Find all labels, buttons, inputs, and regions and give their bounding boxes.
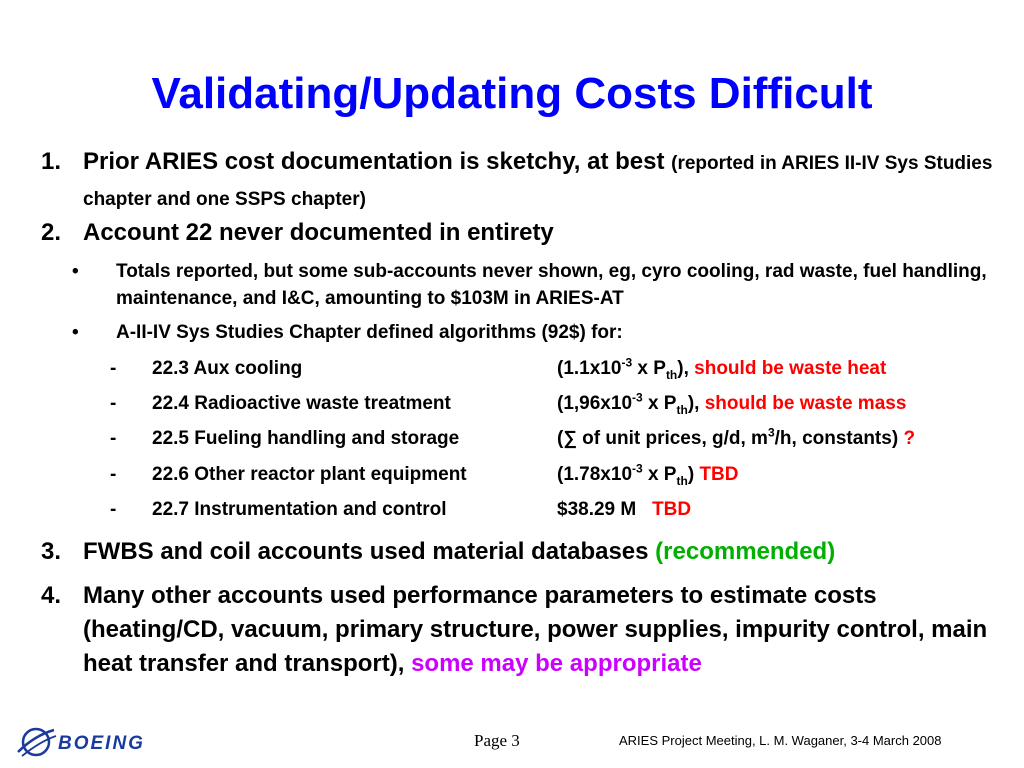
item-text [83, 145, 1001, 217]
dash-marker: - [110, 464, 117, 485]
account-name: 22.3 Aux cooling [152, 358, 303, 379]
formula-part: (1.78x10 [557, 464, 633, 485]
account-formula [557, 496, 691, 524]
formula-part: $38.29 M [557, 499, 653, 520]
formula-part: (1,96x10 [557, 393, 633, 414]
item-number: 1. [41, 148, 62, 175]
meeting-info: ARIES Project Meeting, L. M. Waganer, 3-4 March 2008 [619, 733, 942, 748]
item-number: 3. [41, 538, 62, 565]
formula-part: ), [687, 393, 705, 414]
formula-subscript: th [676, 473, 688, 488]
bullet-text: Totals reported, but some sub-accounts never shown, eg, cyro cooling, rad waste, fuel handling, maintenance, and I&C, amounting to $103M in ARIES-AT [116, 261, 987, 309]
formula-part: x P [642, 464, 677, 485]
account-flag: ? [903, 428, 916, 449]
item-main-text: Account 22 never documented in entirety [83, 219, 554, 246]
account-formula [557, 355, 886, 383]
formula-part: /h, constants) [774, 428, 904, 449]
formula-part: (∑ of unit prices, g/d, m [557, 428, 768, 449]
formula-part: x P [642, 393, 677, 414]
bullet-item-1 [72, 258, 1017, 312]
list-item-4 [41, 579, 1001, 681]
item-number: 2. [41, 219, 62, 246]
formula-subscript: th [676, 402, 688, 417]
formula-part: ) [687, 464, 700, 485]
account-flag: should be waste mass [704, 393, 907, 414]
formula-part: ), [677, 358, 695, 379]
formula-superscript: -3 [632, 461, 643, 476]
list-item-1 [41, 145, 1001, 217]
list-item-2 [41, 216, 1001, 250]
formula-superscript: 3 [767, 425, 775, 440]
slide-title: Validating/Updating Costs Difficult [151, 69, 873, 118]
account-flag: TBD [652, 499, 692, 520]
item-main-text: FWBS and coil accounts used material databases [83, 538, 656, 565]
bullet-marker: • [72, 261, 79, 282]
account-name: 22.4 Radioactive waste treatment [152, 393, 451, 414]
dash-marker: - [110, 499, 117, 520]
boeing-logo [14, 722, 194, 762]
dash-marker: - [110, 358, 117, 379]
boeing-wordmark: BOEING [58, 733, 145, 754]
account-formula [557, 425, 915, 453]
boeing-symbol-icon [18, 729, 56, 756]
list-item-3 [41, 535, 1001, 569]
item-highlight: some may be appropriate [411, 650, 702, 677]
account-name: 22.5 Fueling handling and storage [152, 428, 460, 449]
account-name: 22.7 Instrumentation and control [152, 499, 447, 520]
account-flag: should be waste heat [694, 358, 887, 379]
item-text [83, 579, 1001, 681]
item-note: (reported in ARIES II-IV Sys Studies chapter and one SSPS chapter) [83, 153, 993, 210]
item-highlight: (recommended) [655, 538, 836, 565]
bullet-marker: • [72, 322, 79, 343]
dash-marker: - [110, 393, 117, 414]
formula-superscript: -3 [632, 390, 643, 405]
item-main-text: Many other accounts used performance parameters to estimate costs (heating/CD, vacuum, primary structure, power supplies, impurity control, main heat transfer and transport), [83, 582, 988, 677]
item-main-text: Prior ARIES cost documentation is sketchy, at best [83, 148, 672, 175]
item-text [83, 535, 1001, 569]
account-formula [557, 461, 739, 489]
formula-part: x P [632, 358, 666, 379]
account-flag: TBD [699, 464, 739, 485]
account-name: 22.6 Other reactor plant equipment [152, 464, 467, 485]
account-formula [557, 390, 906, 418]
dash-marker: - [110, 428, 117, 449]
formula-superscript: -3 [621, 355, 633, 370]
formula-part: (1.1x10 [557, 358, 622, 379]
item-number: 4. [41, 582, 62, 609]
page-number: Page 3 [474, 731, 520, 750]
bullet-text: A-II-IV Sys Studies Chapter defined algorithms (92$) for: [116, 322, 623, 343]
bullet-item-2 [72, 319, 1017, 346]
formula-subscript: th [665, 367, 678, 382]
